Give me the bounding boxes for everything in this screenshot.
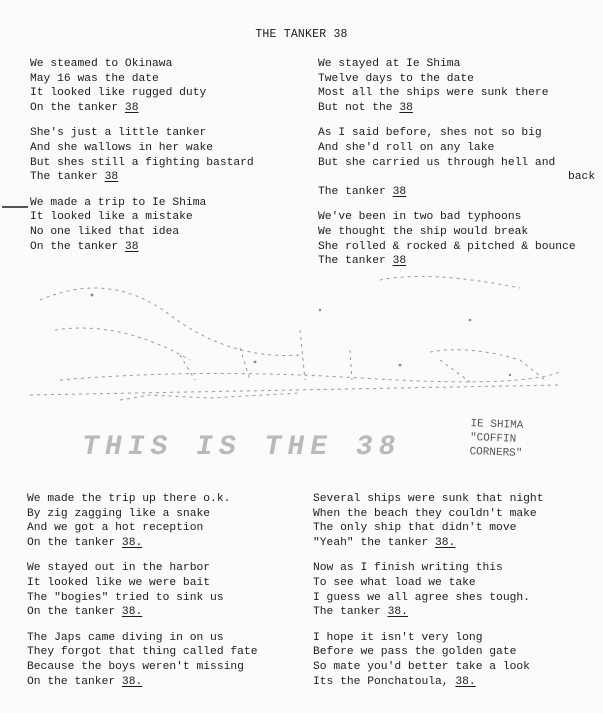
ship-number: 38. bbox=[435, 536, 456, 549]
poem-line: No one liked that idea bbox=[30, 225, 180, 238]
poem-column-top-left bbox=[30, 57, 254, 265]
margin-mark bbox=[2, 206, 28, 208]
poem-line: The Japs came diving in on us bbox=[27, 631, 224, 644]
refrain-text: The tanker bbox=[318, 255, 393, 268]
ship-number: 38. bbox=[455, 675, 476, 688]
stanza bbox=[313, 492, 544, 550]
poem-line: To see what load we take bbox=[313, 576, 476, 589]
poem-line: We made a trip to Ie Shima bbox=[30, 196, 207, 209]
ship-number: 38. bbox=[121, 606, 143, 619]
refrain-text: But not the bbox=[318, 101, 400, 114]
poem-line: Several ships were sunk that night bbox=[313, 493, 544, 505]
refrain-text: "Yeah" the tanker bbox=[313, 536, 436, 549]
refrain-line bbox=[30, 240, 254, 255]
refrain-line bbox=[27, 605, 258, 620]
refrain-line bbox=[313, 675, 544, 690]
sketch-caption: THIS IS THE 38 bbox=[79, 432, 404, 463]
stanza bbox=[30, 196, 254, 254]
poem-line: Because the boys weren't missing bbox=[27, 660, 244, 673]
ship-number: 38 bbox=[124, 240, 139, 253]
refrain-text: On the tanker bbox=[27, 536, 122, 549]
refrain-line bbox=[313, 536, 544, 551]
stanza bbox=[30, 126, 254, 184]
poem-line: The "bogies" tried to sink us bbox=[27, 591, 224, 604]
stanza bbox=[313, 561, 544, 619]
poem-line: So mate you'd better take a look bbox=[313, 660, 530, 673]
refrain-text: Its the Ponchatoula, bbox=[313, 675, 456, 688]
poem-line: And she'd roll on any lake bbox=[318, 141, 495, 154]
refrain-line bbox=[30, 101, 254, 116]
refrain-line bbox=[318, 185, 595, 200]
stanza bbox=[318, 57, 595, 115]
poem-column-bottom-right bbox=[313, 492, 544, 700]
poem-line: We stayed at Ie Shima bbox=[318, 58, 461, 70]
stanza bbox=[27, 492, 258, 550]
poem-line: As I said before, shes not so big bbox=[318, 127, 542, 140]
poem-line: We stayed out in the harbor bbox=[27, 562, 211, 575]
refrain-text: On the tanker bbox=[30, 101, 125, 114]
poem-line: May 16 was the date bbox=[30, 72, 159, 85]
stanza bbox=[27, 561, 258, 619]
poem-line: She rolled & rocked & pitched & bounce bbox=[318, 240, 576, 253]
poem-line: I guess we all agree shes tough. bbox=[313, 591, 530, 604]
poem-line: back bbox=[568, 171, 596, 184]
stanza bbox=[27, 631, 258, 689]
poem-line: They forgot that thing called fate bbox=[27, 646, 258, 659]
poem-line: We thought the ship would break bbox=[318, 225, 529, 238]
refrain-text: On the tanker bbox=[30, 240, 125, 253]
poem-line: She's just a little tanker bbox=[30, 127, 207, 140]
poem-line: The only ship that didn't move bbox=[313, 522, 517, 535]
ship-number: 38 bbox=[104, 171, 119, 184]
refrain-line bbox=[313, 605, 544, 620]
refrain-line bbox=[30, 170, 254, 185]
refrain-text: The tanker bbox=[30, 171, 105, 184]
stanza bbox=[313, 631, 544, 689]
stanza bbox=[30, 57, 254, 115]
poem-line: When the beach they couldn't make bbox=[313, 507, 537, 520]
poem-line: But shes still a fighting bastard bbox=[30, 156, 254, 169]
poem-line: It looked like we were bait bbox=[27, 576, 211, 589]
poem-line: And we got a hot reception bbox=[27, 522, 204, 535]
poem-line: Now as I finish writing this bbox=[313, 562, 503, 575]
poem-line: Twelve days to the date bbox=[318, 72, 474, 85]
poem-line: Most all the ships were sunk there bbox=[318, 87, 549, 100]
ship-number: 38. bbox=[121, 536, 143, 549]
ship-number: 38 bbox=[399, 101, 413, 114]
poem-column-top-right bbox=[318, 57, 595, 280]
stanza bbox=[318, 126, 595, 199]
refrain-text: The tanker bbox=[313, 606, 388, 619]
poem-line: Before we pass the golden gate bbox=[313, 646, 517, 659]
refrain-text: On the tanker bbox=[27, 606, 122, 619]
poem-line: By zig zagging like a snake bbox=[27, 507, 211, 520]
ship-number: 38 bbox=[392, 255, 407, 268]
refrain-line bbox=[318, 101, 595, 116]
ship-number: 38. bbox=[121, 675, 143, 688]
poem-line: We made the trip up there o.k. bbox=[27, 493, 231, 505]
refrain-text: The tanker bbox=[318, 185, 393, 198]
page-title: THE TANKER 38 bbox=[255, 28, 348, 41]
poem-line: It looked like a mistake bbox=[30, 211, 193, 224]
refrain-line bbox=[27, 675, 258, 690]
poem-line: We steamed to Okinawa bbox=[30, 58, 173, 70]
poem-line: I hope it isn't very long bbox=[313, 631, 483, 644]
ship-masts bbox=[180, 330, 470, 382]
poem-line: And she wallows in her wake bbox=[30, 141, 214, 154]
mountain-outline bbox=[40, 288, 300, 356]
refrain-text: On the tanker bbox=[27, 675, 122, 688]
ship-number: 38. bbox=[387, 606, 408, 619]
refrain-line bbox=[27, 536, 258, 551]
sketch-note: IE SHIMA "COFFIN CORNERS" bbox=[469, 418, 524, 460]
ship-number: 38 bbox=[392, 185, 407, 198]
poem-line: It looked like rugged duty bbox=[30, 87, 207, 100]
poem-column-bottom-left bbox=[27, 492, 258, 700]
poem-line: We've been in two bad typhoons bbox=[318, 211, 522, 224]
ship-number: 38 bbox=[124, 101, 139, 114]
poem-line: But she carried us through hell and bbox=[318, 156, 556, 169]
